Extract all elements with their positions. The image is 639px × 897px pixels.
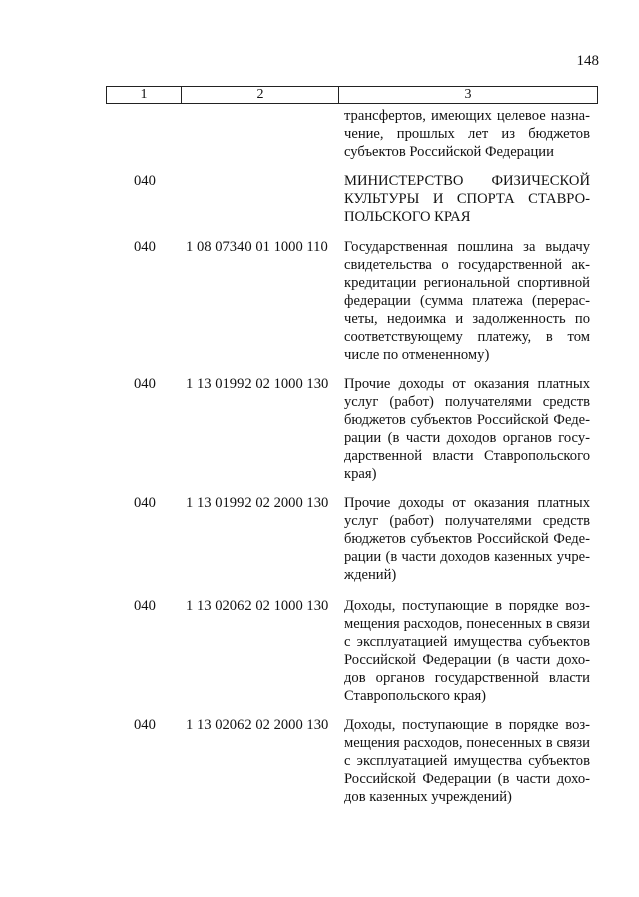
desc-line: с эксплуатацией имущества субъектов [344,753,590,769]
ministry-line: ПОЛЬСКОГО КРАЯ [344,209,471,225]
desc-line: мещения расходов, понесенных в связи [344,616,590,632]
table-header [106,86,598,104]
row-code: 040 [134,239,156,255]
ministry-code: 040 [134,173,156,189]
row-description [344,716,590,806]
row-kbk: 1 13 02062 02 2000 130 [186,717,329,733]
desc-line: четы, недоимка и задолженность по [344,311,590,327]
row-kbk: 1 08 07340 01 1000 110 [186,239,328,255]
desc-line: Российской Федерации (в части дохо- [344,652,590,668]
header-col-1: 1 [107,87,182,103]
row-code: 040 [134,717,156,733]
row-code: 040 [134,376,156,392]
desc-line: трансфертов, имеющих целевое назна- [344,108,590,124]
desc-line: услуг (работ) получателями средств [344,394,590,410]
desc-line: дов органов государственной власти [344,670,590,686]
desc-line: мещения расходов, понесенных в связи [344,735,590,751]
desc-line: бюджетов субъектов Российской Феде- [344,531,590,547]
header-col-3: 3 [464,87,472,102]
ministry-line: КУЛЬТУРЫ И СПОРТА СТАВРО- [344,191,590,207]
row-code: 040 [134,598,156,614]
page-number: 148 [576,53,599,69]
desc-line: соответствующему платежу, в том [344,329,590,345]
desc-line: федерации (сумма платежа (перерас- [344,293,590,309]
ministry-name [344,172,590,226]
row-description [344,238,590,364]
row-description [344,375,590,483]
desc-line: услуг (работ) получателями средств [344,513,590,529]
ministry-line: МИНИСТЕРСТВО ФИЗИЧЕСКОЙ [344,173,590,189]
desc-line: дарственной власти Ставропольского [344,448,590,464]
desc-line: бюджетов субъектов Российской Феде- [344,412,590,428]
desc-line: субъектов Российской Федерации [344,144,554,160]
desc-line: Ставропольского края) [344,688,487,704]
desc-line: Прочие доходы от оказания платных [344,495,590,511]
desc-line: Доходы, поступающие в порядке воз- [344,717,590,733]
desc-line: рации (в части доходов казенных учре- [344,549,590,565]
desc-line: ждений) [344,567,397,583]
header-col-2: 2 [182,87,339,103]
desc-line: Прочие доходы от оказания платных [344,376,590,392]
desc-line: числе по отмененному) [344,347,490,363]
desc-line: с эксплуатацией имущества субъектов [344,634,590,650]
row-kbk: 1 13 02062 02 1000 130 [186,598,329,614]
desc-line: Доходы, поступающие в порядке воз- [344,598,590,614]
desc-line: свидетельства о государственной ак- [344,257,590,273]
desc-line: рации (в части доходов органов госу- [344,430,590,446]
desc-line: дов казенных учреждений) [344,789,512,805]
row-kbk: 1 13 01992 02 1000 130 [186,376,329,392]
desc-line: чение, прошлых лет из бюджетов [344,126,590,142]
row-description [344,494,590,584]
row-code: 040 [134,495,156,511]
desc-line: Государственная пошлина за выдачу [344,239,590,255]
row-kbk: 1 13 01992 02 2000 130 [186,495,329,511]
desc-line: Российской Федерации (в части дохо- [344,771,590,787]
row-description [344,597,590,705]
desc-line: края) [344,466,377,482]
desc-line: кредитации региональной спортивной [344,275,590,291]
continuation-text [344,107,590,161]
